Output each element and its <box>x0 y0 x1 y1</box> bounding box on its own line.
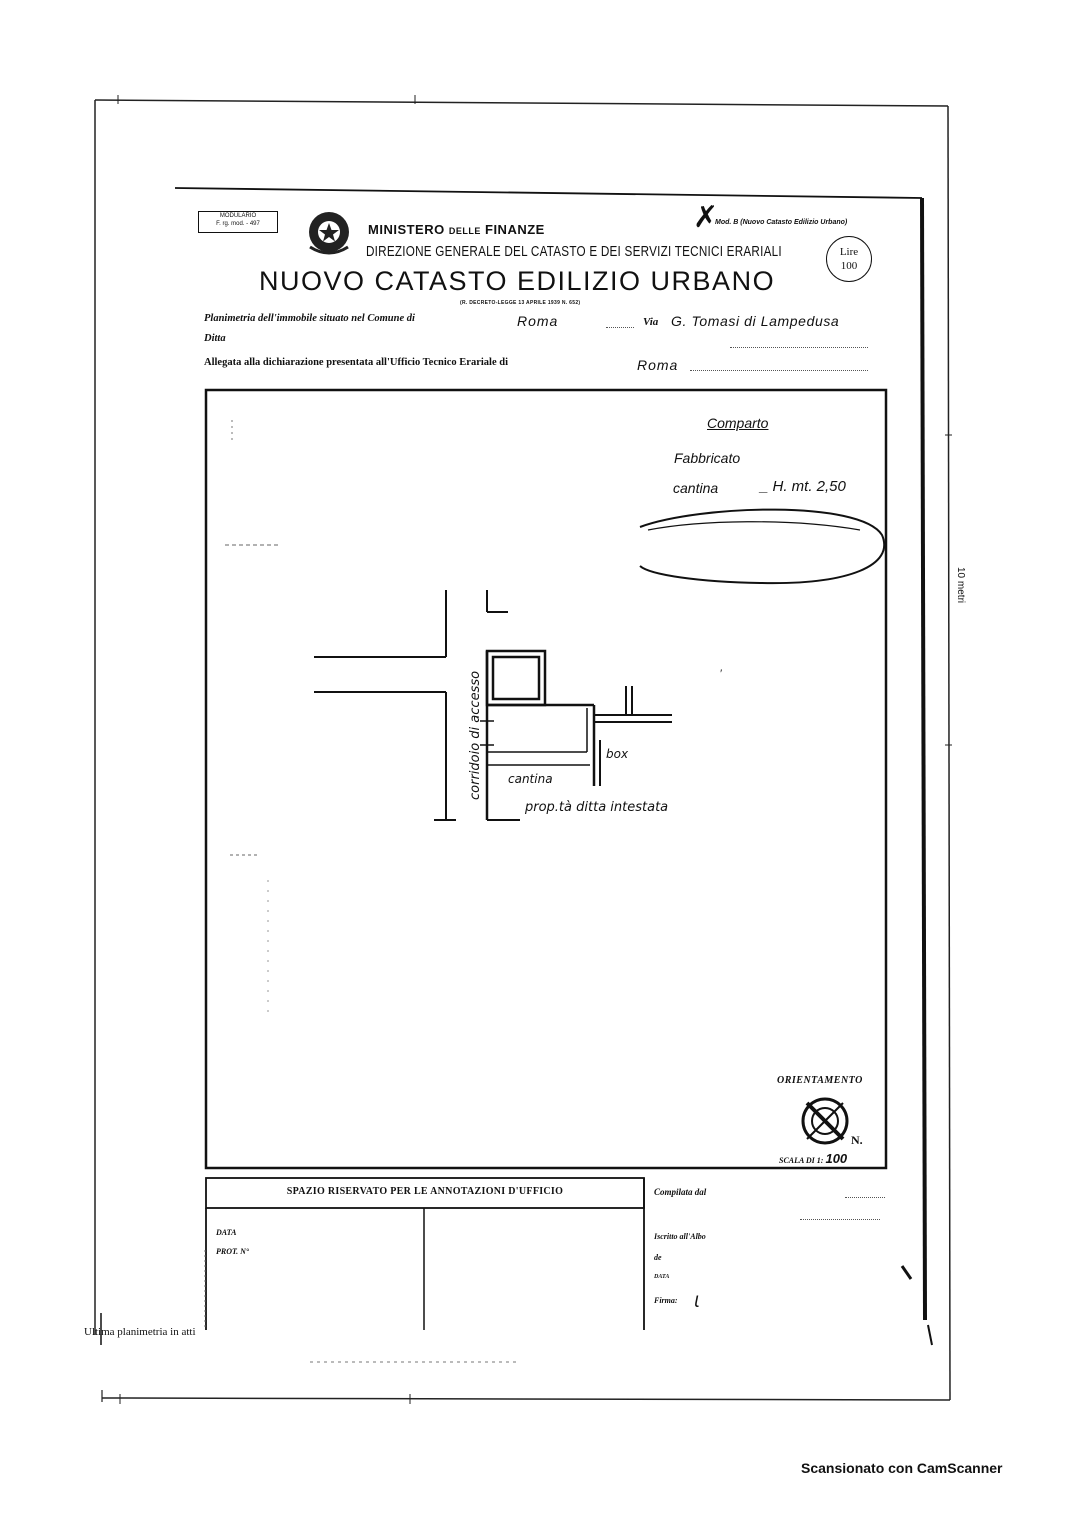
ultima-planimetria-note: Ultima planimetria in atti <box>84 1326 196 1338</box>
comune-value: Roma <box>517 313 559 329</box>
office-prot-label: PROT. N° <box>216 1247 250 1256</box>
planimetria-label: Planimetria dell'immobile situato nel Comune di <box>204 313 415 324</box>
stamp-line2: 100 <box>840 260 858 272</box>
compilata-dots-2 <box>800 1219 880 1220</box>
fabbricato-label: Fabbricato <box>674 450 741 466</box>
compilata-label: Compilata dal <box>654 1187 707 1197</box>
modulario-label: MODULARIO <box>219 213 257 219</box>
tick-mark-icon: ′ <box>720 666 723 680</box>
margin-scale-note: 10 metri <box>955 567 966 604</box>
ufficio-value: Roma <box>637 357 679 373</box>
box-label: box <box>606 747 629 761</box>
compass-icon <box>799 1095 855 1151</box>
revenue-stamp <box>826 236 872 282</box>
scale-label: SCALA DI 1: <box>779 1156 824 1165</box>
ministry-prefix: MINISTERO <box>368 222 445 237</box>
ditta-dots <box>730 347 868 348</box>
decree-note: (R. DECRETO-LEGGE 13 APRILE 1939 N. 652) <box>460 300 581 306</box>
comparto-label: Comparto <box>707 415 769 431</box>
modulario-box <box>198 211 278 233</box>
north-label: N. <box>851 1133 863 1147</box>
firma-label: Firma: <box>654 1296 678 1305</box>
office-data-label: DATA <box>216 1228 237 1237</box>
mark-x-icon: ✗ <box>693 201 719 234</box>
via-value: G. Tomasi di Lampedusa <box>671 313 840 329</box>
cantina-desc: cantina <box>673 480 719 496</box>
iscritto-label: Iscritto all'Albo <box>654 1232 706 1241</box>
proprieta-label: prop.tà ditta intestata <box>525 800 669 815</box>
emblem-icon <box>304 207 354 257</box>
ufficio-dots <box>690 370 868 371</box>
scale-line <box>779 1151 847 1166</box>
direction-title: DIREZIONE GENERALE DEL CATASTO E DEI SERVIZI TECNICI ERARIALI <box>366 243 782 260</box>
ministry-line <box>368 222 545 237</box>
mod-note: Mod. B (Nuovo Catasto Edilizio Urbano) <box>715 219 848 226</box>
cantina-label: cantina <box>508 772 553 786</box>
via-label: Via <box>643 316 659 328</box>
stamp-line1: Lire <box>839 246 859 258</box>
de-label: de <box>654 1253 662 1262</box>
ditta-label: Ditta <box>204 333 226 344</box>
office-header: SPAZIO RISERVATO PER LE ANNOTAZIONI D'UFFICIO <box>286 1186 564 1197</box>
ministry-mid: DELLE <box>448 226 481 236</box>
modulario-form: F. rg. mod. - 497 <box>216 221 260 227</box>
orientamento-label: ORIENTAMENTO <box>777 1075 863 1086</box>
main-title: NUOVO CATASTO EDILIZIO URBANO <box>259 266 776 296</box>
pen-mark-icon <box>900 1264 914 1282</box>
camscanner-watermark: Scansionato con CamScanner <box>801 1460 1003 1476</box>
signature-mark: Ɩ <box>694 1292 700 1311</box>
height-label: _ H. mt. 2,50 <box>760 478 846 495</box>
scale-value: 100 <box>825 1151 848 1166</box>
ministry-suffix: FINANZE <box>485 222 545 237</box>
allegata-label: Allegata alla dichiarazione presentata all'Ufficio Tecnico Erariale di <box>204 357 508 368</box>
compilata-data-label: DATA <box>654 1274 670 1280</box>
corridoio-label: corridoio di accesso <box>468 670 483 800</box>
compilata-dots <box>845 1197 885 1198</box>
comune-dots <box>606 327 634 328</box>
